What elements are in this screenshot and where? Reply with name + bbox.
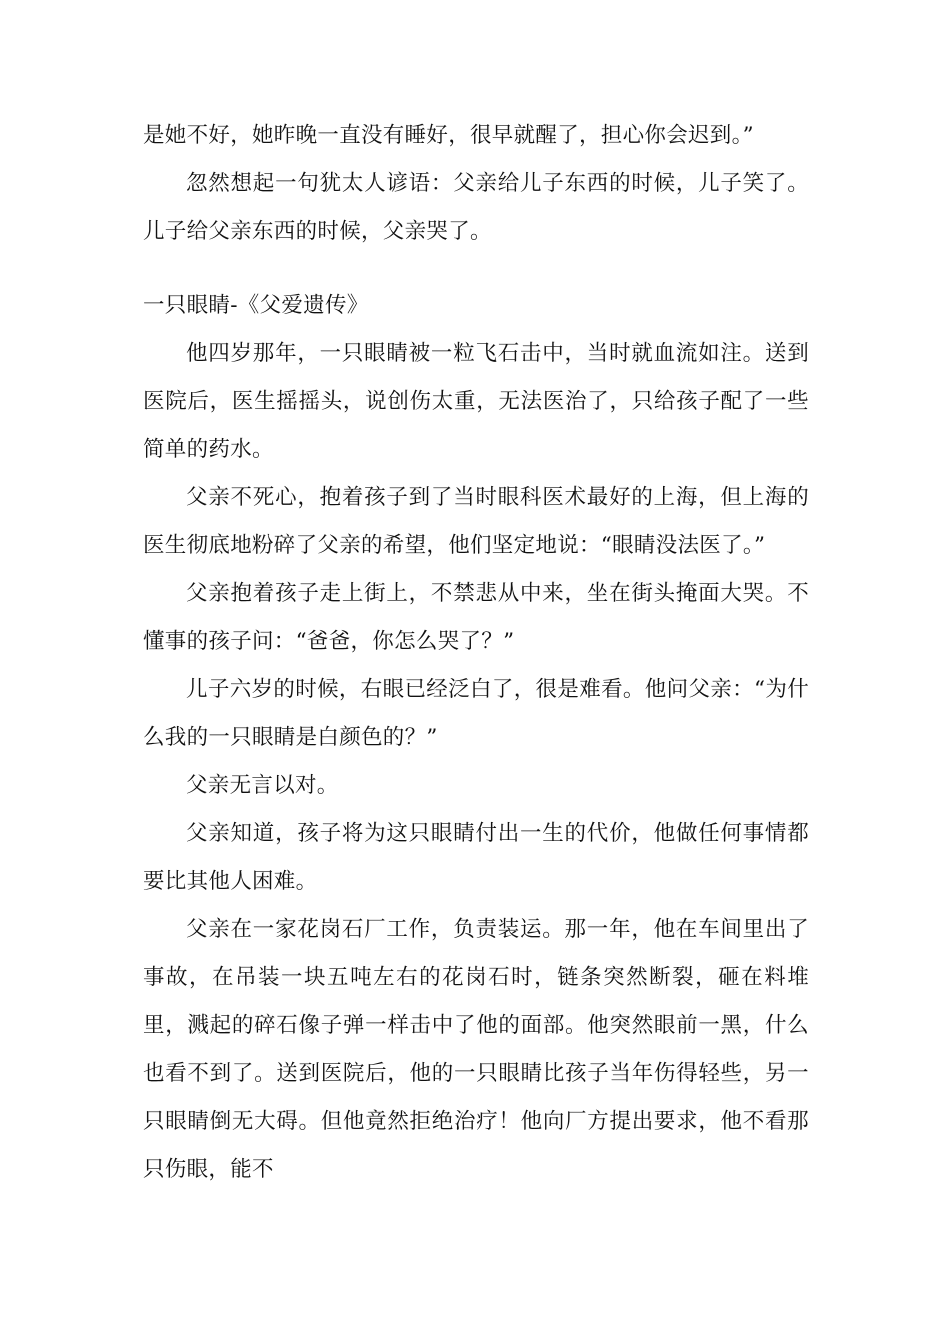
continuation-paragraph: 是她不好，她昨晚一直没有睡好，很早就醒了，担心你会迟到。” (143, 123, 754, 148)
proverb-paragraph: 忽然想起一句犹太人谚语：父亲给儿子东西的时候，儿子笑了。儿子给父亲东西的时候，父亲哭了。 (143, 171, 809, 244)
story-paragraph-5: 父亲无言以对。 (186, 773, 339, 798)
story-paragraph-3: 父亲抱着孩子走上街上，不禁悲从中来，坐在街头掩面大哭。不懂事的孩子问：“爸爸，你怎么哭了？” (143, 581, 809, 654)
story-paragraph-6: 父亲知道，孩子将为这只眼睛付出一生的代价，他做任何事情都要比其他人困难。 (143, 821, 809, 894)
story-paragraph-1: 他四岁那年，一只眼睛被一粒飞石击中，当时就血流如注。送到医院后，医生摇摇头，说创伤太重，无法医治了，只给孩子配了一些简单的药水。 (143, 341, 809, 462)
story-paragraph-4: 儿子六岁的时候，右眼已经泛白了，很是难看。他问父亲：“为什么我的一只眼睛是白颜色的？” (143, 677, 809, 750)
document-body (143, 112, 809, 1194)
story-paragraph-2: 父亲不死心，抱着孩子到了当时眼科医术最好的上海，但上海的医生彻底地粉碎了父亲的希望，他们坚定地说：“眼睛没法医了。” (143, 485, 809, 558)
story-paragraph-7: 父亲在一家花岗石厂工作，负责装运。那一年，他在车间里出了事故，在吊装一块五吨左右的花岗石时，链条突然断裂，砸在料堆里，溅起的碎石像子弹一样击中了他的面部。他突然眼前一黑，什么也看不到了。送到医院后，他的一只眼睛比孩子当年伤得轻些，另一只眼睛倒无大碍。但他竟然拒绝治疗！他向厂方提出要求，他不看那只伤眼，能不 (143, 917, 809, 1182)
section-title: 一只眼睛-《父爱遗传》 (143, 293, 369, 318)
